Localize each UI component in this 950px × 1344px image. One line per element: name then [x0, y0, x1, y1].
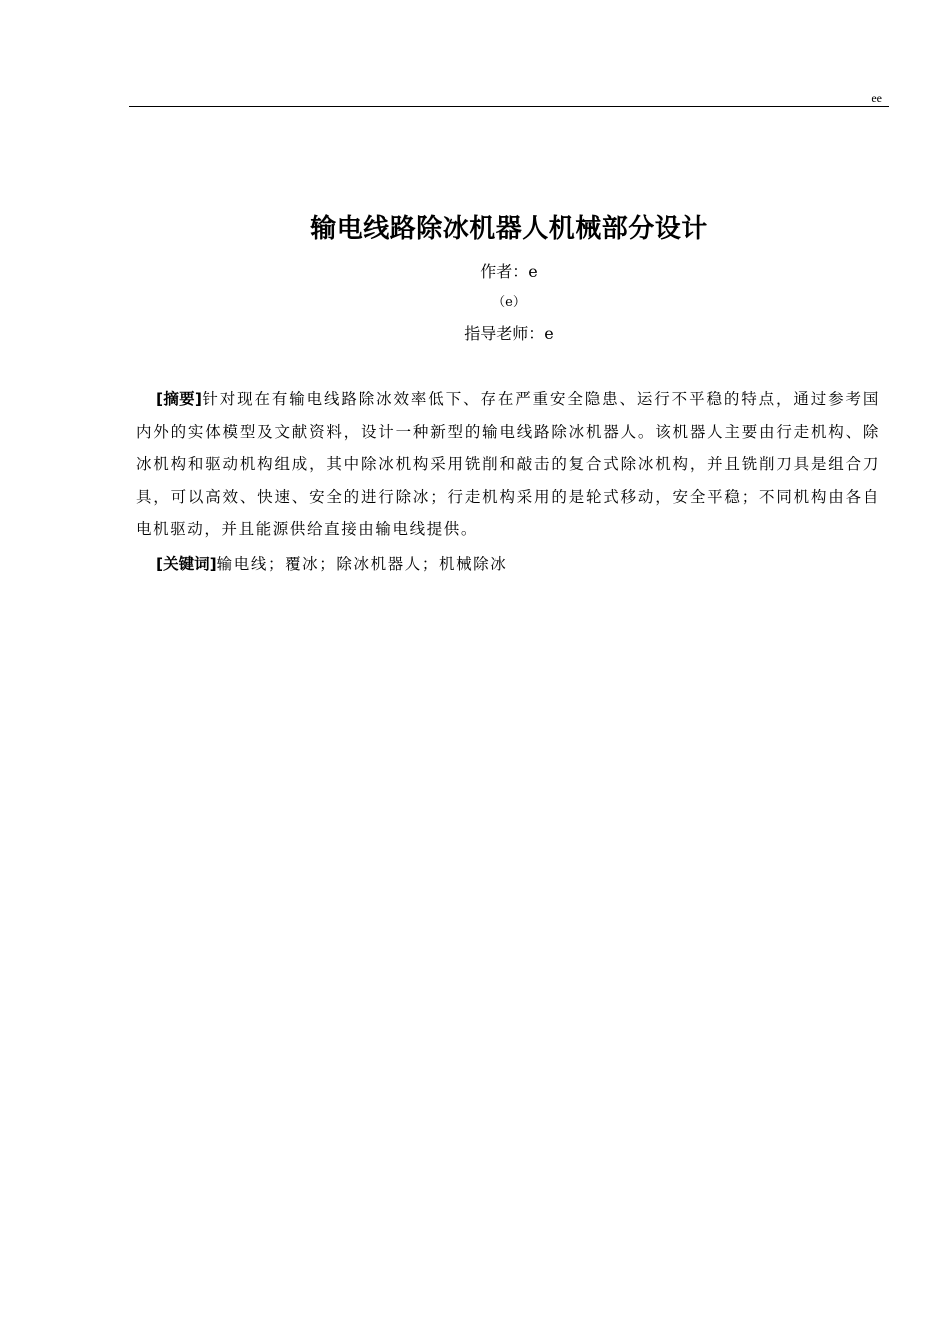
- abstract-paragraph: [136, 383, 880, 546]
- advisor-line: 指导老师：e: [464, 324, 554, 343]
- keywords-line: [156, 548, 507, 580]
- keywords-label: [关键词]: [156, 555, 217, 573]
- author-line: 作者：e: [480, 262, 538, 281]
- keywords-text: 输电线；覆冰；除冰机器人；机械除冰: [216, 555, 508, 573]
- paper-title: 输电线路除冰机器人机械部分设计: [310, 214, 708, 244]
- abstract-text: 针对现在有输电线路除冰效率低下、存在严重安全隐患、运行不平稳的特点，通过参考国内外的实体模型及文献资料，设计一种新型的输电线路除冰机器人。该机器人主要由行走机构、除冰机构和驱动机构组成，其中除冰机构采用铣削和敲击的复合式除冰机构，并且铣削刀具是组合刀具，可以高效、快速、安全的进行除冰；行走机构采用的是轮式移动，安全平稳；不同机构由各自电机驱动，并且能源供给直接由输电线提供。: [136, 390, 881, 538]
- header-text: ee: [871, 91, 882, 105]
- abstract-label: [摘要]: [156, 390, 203, 408]
- affiliation-line: （e）: [492, 295, 526, 310]
- header-rule: [129, 106, 889, 107]
